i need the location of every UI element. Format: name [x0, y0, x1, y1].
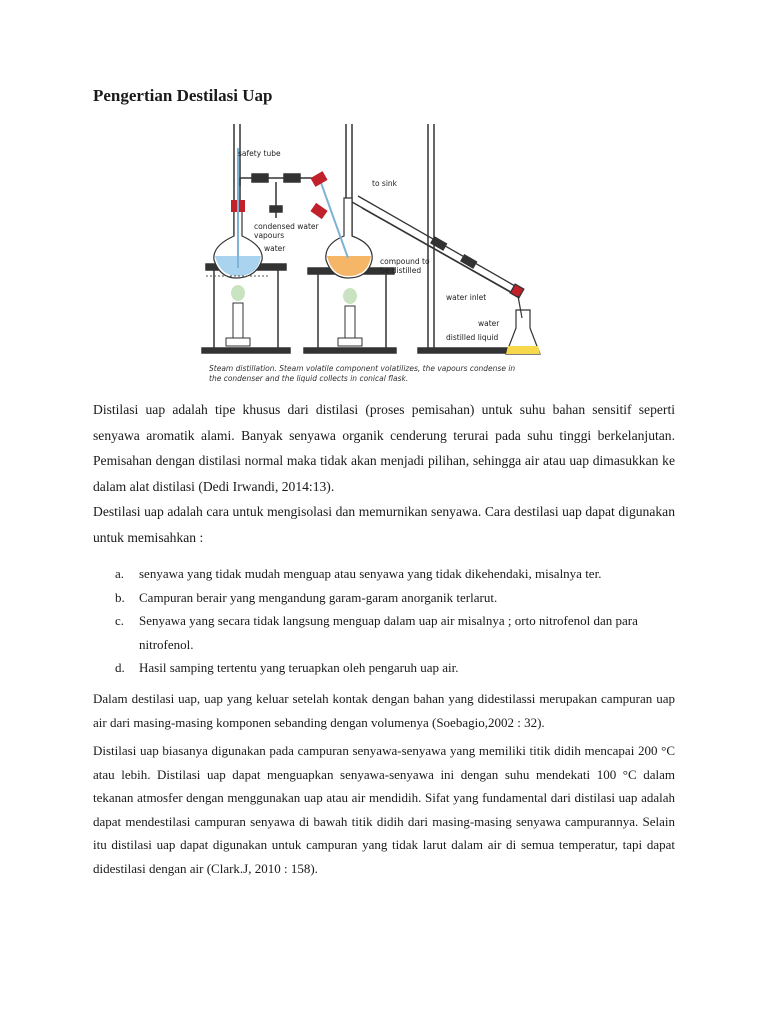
label-distilled-liquid: distilled liquid [446, 333, 499, 342]
label-safety-tube: safety tube [238, 149, 281, 158]
paragraph-4: Distilasi uap biasanya digunakan pada campuran senyawa-senyawa yang memiliki titik didih mencapai 200 °C atau lebih. Distilasi uap dapat menguapkan senyawa-senyawa ini dengan suhu mendekati 100 °C dalam tekanan atmosfer dengan menggunakan uap atau air mendidih. Sifat yang fundamental dari distilasi uap adalah dapat mendestilasi campuran senyawa di bawah titik didih dari masing-masing senyawa campurannya. Selain itu distilasi uap dapat digunakan untuk campuran yang tidak larut dalam air di semua temperatur, tapi dapat didestilasi dengan air (Clark.J, 2010 : 158). [93, 743, 675, 876]
list-item [93, 609, 675, 656]
paragraph-2: Destilasi uap adalah cara untuk mengisolasi dan memurnikan senyawa. Cara destilasi uap dapat digunakan untuk memisahkan : [93, 504, 675, 545]
label-compound-1: compound to [380, 257, 430, 266]
separation-list [93, 562, 675, 680]
apparatus-diagram [200, 118, 545, 390]
left-burner [226, 285, 250, 346]
label-condensed-1: condensed water [254, 222, 319, 231]
list-item-text: senyawa yang tidak mudah menguap atau senyawa yang tidak dikehendaki, misalnya ter. [139, 566, 602, 581]
list-item [93, 562, 675, 586]
label-water-flask: water [478, 319, 500, 328]
label-condensed-2: vapours [254, 231, 285, 240]
label-compound-2: be distilled [380, 266, 422, 275]
list-marker: d. [115, 660, 125, 675]
page-title: Pengertian Destilasi Uap [93, 86, 273, 105]
middle-burner [338, 288, 362, 346]
list-item-text: Hasil samping tertentu yang teruapkan oleh pengaruh uap air. [139, 660, 459, 675]
list-item-text: Senyawa yang secara tidak langsung menguap dalam uap air misalnya ; orto nitrofenol dan para nitrofenol. [139, 613, 638, 652]
paragraph-1: Distilasi uap adalah tipe khusus dari distilasi (proses pemisahan) untuk suhu bahan sensitif seperti senyawa aromatik alami. Banyak senyawa organik cenderung terurai pada suhu tinggi berkelanjutan. Pemisahan dengan distilasi normal maka tidak akan menjadi pilihan, sehingga air atau uap dimasukkan ke dalam alat distilasi (Dedi Irwandi, 2014:13). [93, 402, 675, 494]
list-item [93, 586, 675, 610]
caption-line-2: the condenser and the liquid collects in conical flask. [209, 374, 409, 383]
connecting-tube [240, 174, 320, 218]
figure-caption [209, 364, 549, 384]
paragraph-3: Dalam destilasi uap, uap yang keluar setelah kontak dengan bahan yang didestilassi merupakan campuran uap air dari masing-masing komponen sebanding dengan volumenya (Soebagio,2002 : 32). [93, 691, 675, 730]
list-marker: c. [115, 613, 125, 628]
middle-flask [310, 171, 372, 278]
caption-line-1: Steam distillation. Steam volatile component volatilizes, the vapours condense in [209, 364, 516, 373]
list-marker: a. [115, 566, 125, 581]
list-item-text: Campuran berair yang mengandung garam-garam anorganik terlarut. [139, 589, 498, 605]
list-item [93, 656, 675, 680]
condenser [352, 196, 524, 298]
label-water-left: water [264, 244, 286, 253]
conical-flask [506, 296, 540, 354]
list-marker: b. [115, 589, 125, 605]
steam-distillation-figure [200, 118, 545, 390]
label-to-sink: to sink [372, 179, 398, 188]
label-water-inlet: water inlet [446, 293, 487, 302]
left-flask [206, 148, 270, 278]
